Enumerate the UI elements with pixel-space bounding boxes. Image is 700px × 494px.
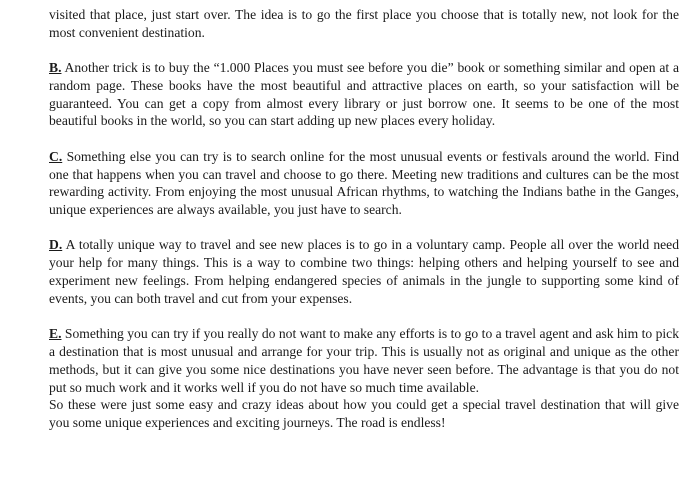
paragraph-text: Something else you can try is to search online for the most unusual events or festivals around the world. Find one that happens when you can travel and choose to go there. Meeting new traditions and cultures can be the most rewarding activity. From enjoying the most unusual African rhythms, to watching the Indians bathe in the Ganges, unique experiences are always available, you just have to search. (49, 148, 679, 218)
paragraph-text: Another trick is to buy the “1.000 Places you must see before you die” book or something similar and open at a random page. These books have the most beautiful and attractive places on earth, so your satisfaction will be guaranteed. You can get a copy from almost every library or just borrow one. It seems to be one of the most beautiful books in the world, so you can start adding up new places every holiday. (49, 60, 679, 129)
paragraph-conclusion (49, 396, 679, 432)
paragraph-label: D. (49, 237, 63, 253)
paragraph-label: C. (49, 148, 63, 164)
paragraph-text: visited that place, just start over. The idea is to go the first place you choose that is totally new, not look for the most convenient destination. (49, 7, 679, 40)
paragraph-label: B. (49, 60, 62, 76)
paragraph-intro-continuation (49, 6, 679, 42)
paragraph-e (49, 325, 679, 396)
paragraph-text: So these were just some easy and crazy ideas about how you could get a special travel destination that will give you some unique experiences and exciting journeys. The road is endless! (49, 397, 679, 431)
paragraph-label: E. (49, 326, 62, 342)
paragraph-text: A totally unique way to travel and see new places is to go in a voluntary camp. People all over the world need your help for many things. This is a way to combine two things: helping others and helping yourself to see and experiment new feelings. From helping endangered species of animals in the jungle to supporting some kind of events, you can both travel and cut from your expenses. (49, 237, 679, 306)
paragraph-text: Something you can try if you really do not want to make any efforts is to go to a travel agent and ask him to pick a destination that is most unusual and arrange for your trip. This is usually not as original and unique as the other methods, but it can give you some nice destinations you have never seen before. The advantage is that you do not put so much work and it works well if you do not have so much time available. (49, 326, 679, 395)
paragraph-c (49, 148, 679, 219)
paragraph-d (49, 236, 679, 307)
paragraph-b (49, 59, 679, 130)
document-body (49, 6, 679, 432)
